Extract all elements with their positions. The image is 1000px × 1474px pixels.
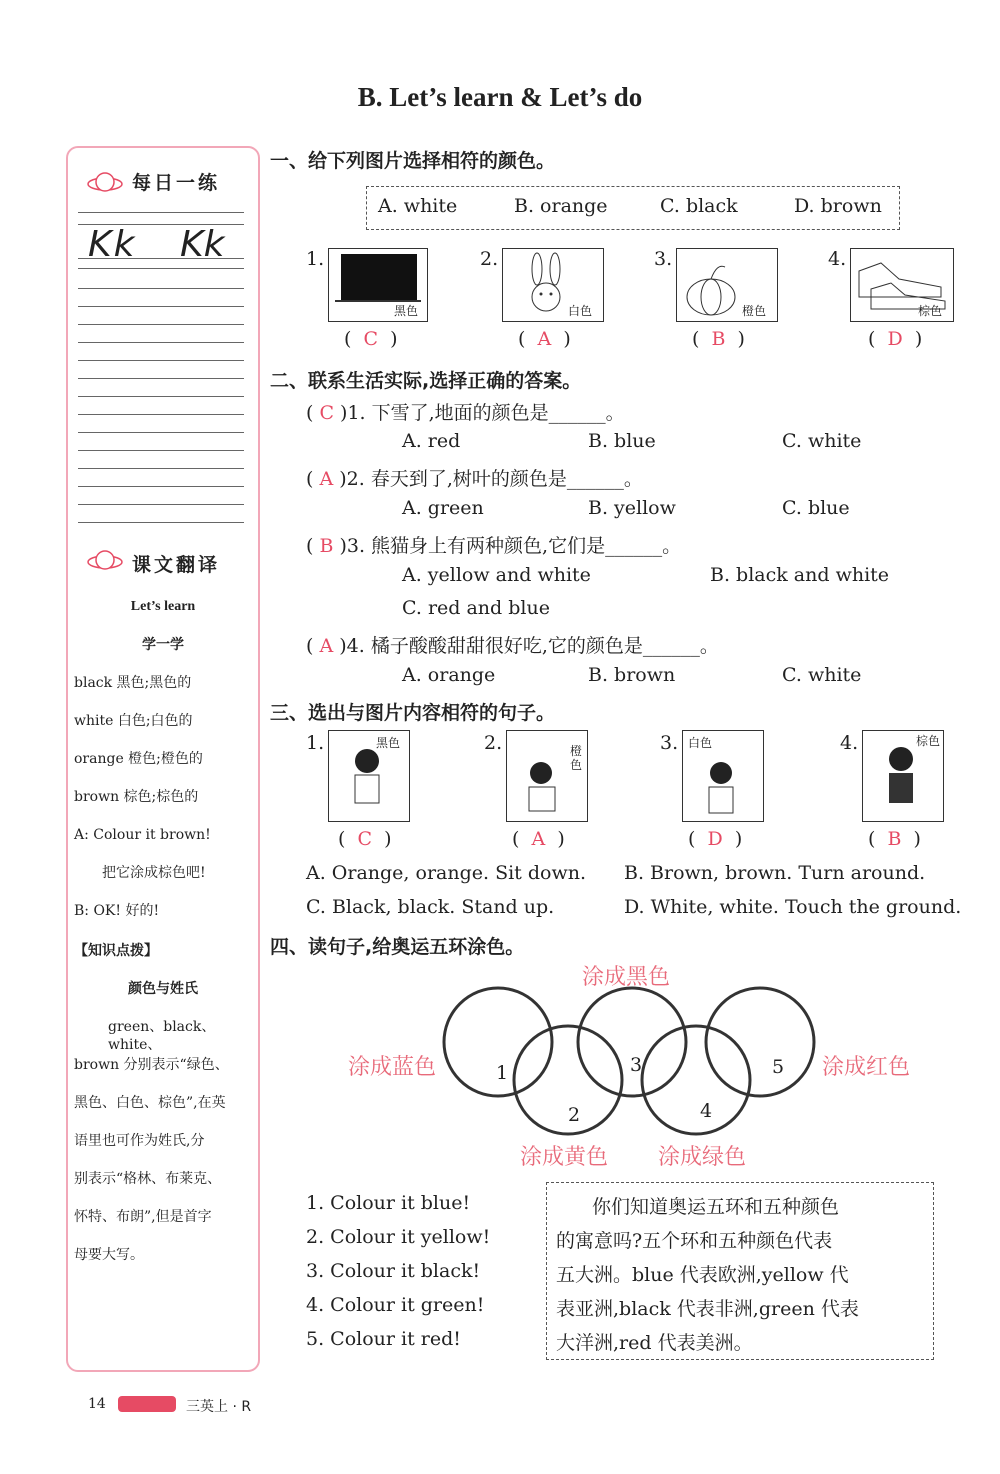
answer-paren: ( B ) bbox=[692, 328, 745, 350]
question-text: )4. 橘子酸酸甜甜很好吃,它的颜色是______。 bbox=[339, 635, 719, 657]
ring-number: 4 bbox=[700, 1100, 713, 1122]
answer-paren: ( C ) bbox=[344, 328, 398, 350]
knowledge-line: 母要大写。 bbox=[74, 1247, 144, 1263]
answer-paren: ( C ) bbox=[338, 828, 392, 850]
answer-value: A bbox=[319, 468, 334, 490]
question-line: ( A )4. 橘子酸酸甜甜很好吃,它的颜色是______。 bbox=[306, 635, 719, 657]
section2-heading: 二、联系生活实际,选择正确的答案。 bbox=[270, 370, 582, 392]
color-label: 棕色 bbox=[916, 734, 941, 748]
ruled-line bbox=[78, 306, 244, 307]
option: C. red and blue bbox=[402, 597, 550, 619]
planet-icon bbox=[86, 546, 124, 580]
label-red: 涂成红色 bbox=[822, 1055, 911, 1080]
color-label: 橙色 bbox=[742, 304, 767, 318]
knowledge-line: 语里也可作为姓氏,分 bbox=[74, 1133, 205, 1149]
book-label: 三英上 · R bbox=[186, 1399, 252, 1415]
item-number: 3. bbox=[660, 732, 679, 754]
ruled-line bbox=[78, 522, 244, 523]
answer-value: C bbox=[319, 402, 334, 424]
sentence-option: A. Orange, orange. Sit down. bbox=[306, 862, 586, 884]
lets-learn-label: Let’s learn bbox=[130, 599, 196, 614]
answer-value: B bbox=[887, 828, 902, 850]
learn-sub-label: 学一学 bbox=[142, 637, 184, 653]
option: A. green bbox=[402, 497, 484, 519]
answer-value: A bbox=[319, 635, 334, 657]
ruled-line bbox=[78, 324, 244, 325]
dialog-line: A: Colour it brown! bbox=[74, 827, 211, 843]
ring-5[interactable] bbox=[706, 988, 814, 1096]
choice-option: A. white bbox=[378, 195, 458, 217]
ruled-line bbox=[78, 504, 244, 505]
item-number: 3. bbox=[654, 248, 673, 270]
sentence-option: B. Brown, brown. Turn around. bbox=[624, 862, 926, 884]
knowledge-line: 黑色、白色、棕色”,在英 bbox=[74, 1095, 226, 1111]
info-line: 你们知道奥运五环和五种颜色 bbox=[592, 1196, 840, 1218]
info-line: 五大洲。blue 代表欧洲,yellow 代 bbox=[556, 1264, 849, 1286]
ruled-line bbox=[78, 432, 244, 433]
ruled-line bbox=[78, 378, 244, 379]
info-line: 的寓意吗?五个环和五种颜色代表 bbox=[556, 1230, 833, 1252]
answer-value: A bbox=[531, 828, 546, 850]
ruled-line bbox=[78, 224, 244, 225]
question-text: )1. 下雪了,地面的颜色是______。 bbox=[340, 402, 625, 424]
answer-value: A bbox=[537, 328, 552, 350]
answer-paren: ( A ) bbox=[512, 828, 565, 850]
question-text: )3. 熊猫身上有两种颜色,它们是______。 bbox=[339, 535, 682, 557]
colour-sentence: 3. Colour it black! bbox=[306, 1260, 481, 1282]
ring-number: 2 bbox=[568, 1104, 581, 1126]
answer-paren: ( A ) bbox=[518, 328, 571, 350]
knowledge-line: 怀特、布朗”,但是首字 bbox=[74, 1209, 212, 1225]
color-label: 黑色 bbox=[376, 736, 401, 750]
question-line: ( B )3. 熊猫身上有两种颜色,它们是______。 bbox=[306, 535, 682, 557]
answer-value: D bbox=[887, 328, 903, 350]
option: A. orange bbox=[402, 664, 496, 686]
knowledge-subheading: 颜色与姓氏 bbox=[128, 981, 198, 997]
option: B. black and white bbox=[710, 564, 890, 586]
section3-heading: 三、选出与图片内容相符的句子。 bbox=[270, 702, 556, 724]
vocab-line: brown 棕色;棕色的 bbox=[74, 789, 199, 805]
option: B. brown bbox=[588, 664, 676, 686]
ruled-line bbox=[78, 396, 244, 397]
ruled-line bbox=[78, 212, 244, 213]
label-blue: 涂成蓝色 bbox=[348, 1055, 437, 1080]
option: C. blue bbox=[782, 497, 850, 519]
ruled-line bbox=[78, 468, 244, 469]
ruled-line bbox=[78, 450, 244, 451]
ruled-line bbox=[78, 268, 244, 269]
answer-value: C bbox=[363, 328, 379, 350]
ruled-line bbox=[78, 288, 244, 289]
sentence-option: C. Black, black. Stand up. bbox=[306, 896, 555, 918]
option: B. blue bbox=[588, 430, 656, 452]
letters-practice-1: Kk bbox=[88, 224, 137, 265]
daily-practice-heading: 每日一练 bbox=[132, 172, 221, 194]
choice-option: D. brown bbox=[794, 195, 882, 217]
info-line: 大洋洲,red 代表美洲。 bbox=[556, 1332, 753, 1354]
translation-heading: 课文翻译 bbox=[132, 554, 221, 576]
planet-icon bbox=[86, 168, 124, 202]
answer-paren: ( B ) bbox=[868, 828, 921, 850]
item-number: 4. bbox=[828, 248, 847, 270]
knowledge-line: 别表示“格林、布莱克、 bbox=[74, 1171, 222, 1187]
sentence-option: D. White, white. Touch the ground. bbox=[624, 896, 962, 918]
vocab-line: orange 橙色;橙色的 bbox=[74, 751, 203, 767]
dialog-line: 把它涂成棕色吧! bbox=[102, 865, 206, 881]
knowledge-heading: 【知识点拨】 bbox=[74, 943, 158, 959]
item-number: 2. bbox=[484, 732, 503, 754]
knowledge-line: green、black、white、 bbox=[108, 1019, 216, 1053]
dialog-line: B: OK! 好的! bbox=[74, 903, 160, 919]
item-number: 1. bbox=[306, 248, 325, 270]
colour-sentence: 5. Colour it red! bbox=[306, 1328, 461, 1350]
color-label: 黑色 bbox=[394, 304, 419, 318]
section1-heading: 一、给下列图片选择相符的颜色。 bbox=[270, 150, 556, 172]
answer-paren: ( D ) bbox=[868, 328, 923, 350]
answer-value: C bbox=[357, 828, 373, 850]
ruled-line bbox=[78, 342, 244, 343]
ring-3[interactable] bbox=[578, 988, 686, 1096]
option: A. yellow and white bbox=[402, 564, 591, 586]
answer-value: B bbox=[711, 328, 726, 350]
label-green: 涂成绿色 bbox=[658, 1145, 747, 1170]
ruled-line bbox=[78, 360, 244, 361]
item-number: 4. bbox=[840, 732, 859, 754]
ruled-line bbox=[78, 414, 244, 415]
color-label: 棕色 bbox=[918, 304, 943, 318]
colour-sentence: 1. Colour it blue! bbox=[306, 1192, 471, 1214]
answer-value: B bbox=[319, 535, 334, 557]
ring-number: 5 bbox=[772, 1056, 785, 1078]
option: C. white bbox=[782, 664, 862, 686]
choice-option: B. orange bbox=[514, 195, 608, 217]
ruled-line bbox=[78, 486, 244, 487]
vocab-line: black 黑色;黑色的 bbox=[74, 675, 192, 691]
ring-4[interactable] bbox=[642, 1026, 750, 1134]
ring-number: 1 bbox=[496, 1062, 509, 1084]
page-title: B. Let’s learn & Let’s do bbox=[357, 82, 643, 112]
label-yellow: 涂成黄色 bbox=[520, 1145, 609, 1170]
brand-logo bbox=[118, 1396, 176, 1412]
label-black: 涂成黑色 bbox=[582, 965, 671, 990]
question-line: ( C )1. 下雪了,地面的颜色是______。 bbox=[306, 402, 625, 424]
option: C. white bbox=[782, 430, 862, 452]
colour-sentence: 4. Colour it green! bbox=[306, 1294, 485, 1316]
ruled-line bbox=[78, 258, 244, 259]
color-label: 白色 bbox=[688, 736, 713, 750]
knowledge-line: brown 分别表示“绿色、 bbox=[74, 1057, 229, 1073]
choice-option: C. black bbox=[660, 195, 738, 217]
ring-number: 3 bbox=[630, 1054, 643, 1076]
color-label: 白色 bbox=[568, 304, 593, 318]
option: B. yellow bbox=[588, 497, 676, 519]
question-text: )2. 春天到了,树叶的颜色是______。 bbox=[339, 468, 643, 490]
answer-value: D bbox=[707, 828, 723, 850]
section4-heading: 四、读句子,给奥运五环涂色。 bbox=[270, 936, 525, 958]
vocab-line: white 白色;白色的 bbox=[74, 713, 193, 729]
item-number: 2. bbox=[480, 248, 499, 270]
item-number: 1. bbox=[306, 732, 325, 754]
color-label: 橙色 bbox=[570, 744, 583, 772]
page-number: 14 bbox=[88, 1396, 106, 1412]
letters-practice-2: Kk bbox=[180, 224, 225, 265]
colour-sentence: 2. Colour it yellow! bbox=[306, 1226, 491, 1248]
info-line: 表亚洲,black 代表非洲,green 代表 bbox=[556, 1298, 859, 1320]
question-line: ( A )2. 春天到了,树叶的颜色是______。 bbox=[306, 468, 643, 490]
answer-paren: ( D ) bbox=[688, 828, 743, 850]
option: A. red bbox=[402, 430, 461, 452]
